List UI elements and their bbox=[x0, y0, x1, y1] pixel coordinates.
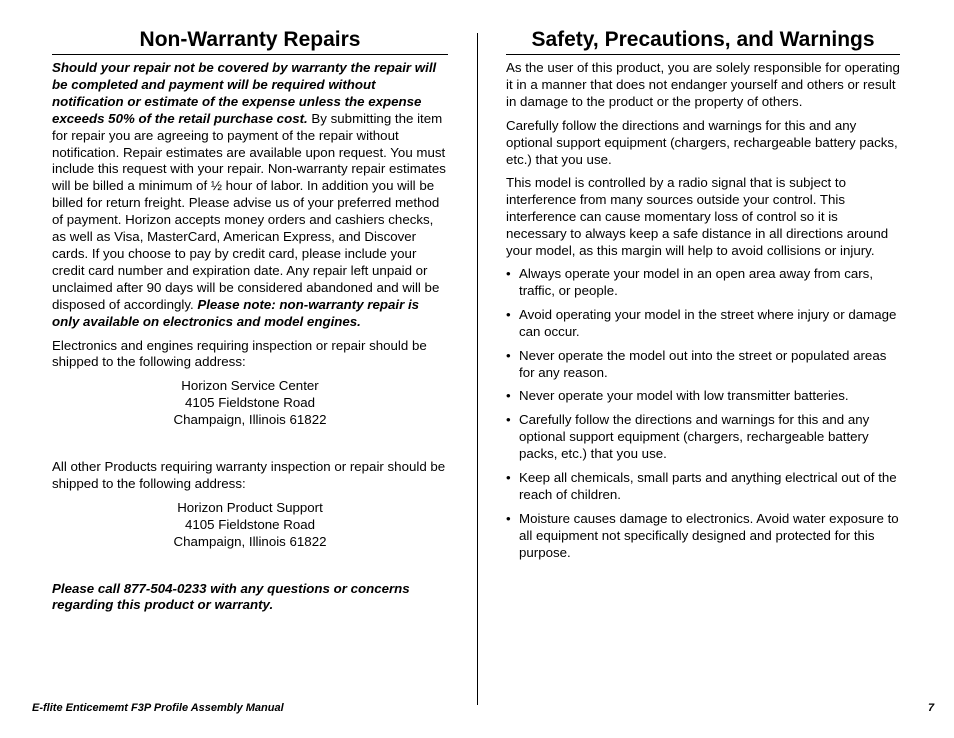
bullet-icon: • bbox=[506, 388, 511, 404]
column-divider bbox=[477, 33, 478, 705]
address-line: Champaign, Illinois 61822 bbox=[173, 533, 327, 549]
page-number: 7 bbox=[928, 702, 935, 714]
non-warranty-paragraph bbox=[52, 60, 448, 331]
bullet-icon: • bbox=[506, 306, 511, 322]
bullet-icon: • bbox=[506, 347, 511, 363]
bullet-text: Never operate your model with low transmitter batteries. bbox=[519, 388, 849, 404]
electronics-shipping-paragraph: Electronics and engines requiring inspection or repair should be shipped to the following address: bbox=[52, 337, 427, 370]
list-item bbox=[506, 388, 900, 405]
bullet-icon: • bbox=[506, 265, 511, 281]
footer-manual-title: E-flite Enticememt F3P Profile Assembly Manual bbox=[32, 702, 284, 714]
address-line: 4105 Fieldstone Road bbox=[184, 395, 316, 411]
address-line: Horizon Service Center bbox=[181, 378, 319, 394]
bullet-icon: • bbox=[506, 470, 511, 486]
safety-heading: Safety, Precautions, and Warnings bbox=[506, 28, 900, 55]
address-line: 4105 Fieldstone Road bbox=[184, 516, 316, 532]
list-item bbox=[506, 412, 900, 463]
non-warranty-note: Please note: non-warranty repair is only available on electronics and model engines. bbox=[52, 296, 420, 329]
address-line: Horizon Product Support bbox=[177, 499, 323, 515]
bullet-text: Avoid operating your model in the street where injury or damage can occur. bbox=[519, 306, 897, 339]
non-warranty-body: By submitting the item for repair you are agreeing to payment of the repair without notification. Repair estimates are available upon request. You must include this request with your repair. Non-warranty repair estimates will be billed a minimum of ½ hour of labor. In addition you will be billed for return freight. Please advise us of your preferred method of payment. Horizon accepts money orders and cashiers checks, as well as Visa, MasterCard, American Express, and Discover cards. If you choose to pay by credit card, please include your credit card number and expiration date. Any repair left unpaid or unclaimed after 90 days will be considered abandoned and will be disposed of accordingly. bbox=[52, 110, 446, 312]
bullet-icon: • bbox=[506, 510, 511, 526]
product-support-address bbox=[52, 500, 448, 551]
list-item bbox=[506, 307, 900, 341]
call-notice: Please call 877-504-0233 with any questions or concerns regarding this product or warranty. bbox=[52, 580, 410, 613]
list-item bbox=[506, 470, 900, 504]
safety-paragraph-3: This model is controlled by a radio signal that is subject to interference from many sources outside your control. This interference can cause momentary loss of control so it is necessary to always keep a safe distance in all directions around your model, as this margin will help to avoid collisions or injury. bbox=[506, 175, 889, 259]
address-line: Champaign, Illinois 61822 bbox=[173, 412, 327, 428]
bullet-icon: • bbox=[506, 412, 511, 428]
bullet-text: Moisture causes damage to electronics. Avoid water exposure to all equipment not specifically designed and protected for this purpose. bbox=[519, 510, 899, 560]
service-center-address bbox=[52, 378, 448, 429]
list-item bbox=[506, 511, 900, 562]
bullet-text: Never operate the model out into the street or populated areas for any reason. bbox=[519, 347, 887, 380]
list-item bbox=[506, 266, 900, 300]
non-warranty-heading: Non-Warranty Repairs bbox=[52, 28, 448, 55]
safety-column bbox=[506, 28, 900, 569]
safety-bullet-list bbox=[506, 266, 900, 562]
bullet-text: Keep all chemicals, small parts and anything electrical out of the reach of children. bbox=[519, 470, 897, 502]
safety-paragraph-1: As the user of this product, you are solely responsible for operating it in a manner that does not endanger yourself and others or result in damage to the product or the property of others. bbox=[506, 60, 900, 109]
non-warranty-column bbox=[52, 28, 448, 614]
bullet-text: Always operate your model in an open area away from cars, traffic, or people. bbox=[519, 265, 874, 298]
non-warranty-bold-intro: Should your repair not be covered by warranty the repair will be completed and payment will be required without notification or estimate of the expense unless the expense exceeds 50% of the retail purchase cost. bbox=[52, 60, 437, 126]
list-item bbox=[506, 348, 900, 382]
bullet-text: Carefully follow the directions and warnings for this and any optional support equipment (chargers, rechargeable battery packs, etc.) that you use. bbox=[519, 412, 870, 462]
safety-paragraph-2: Carefully follow the directions and warnings for this and any optional support equipment (chargers, rechargeable battery packs, etc.) that you use. bbox=[506, 117, 898, 167]
other-products-paragraph: All other Products requiring warranty inspection or repair should be shipped to the following address: bbox=[52, 459, 446, 491]
